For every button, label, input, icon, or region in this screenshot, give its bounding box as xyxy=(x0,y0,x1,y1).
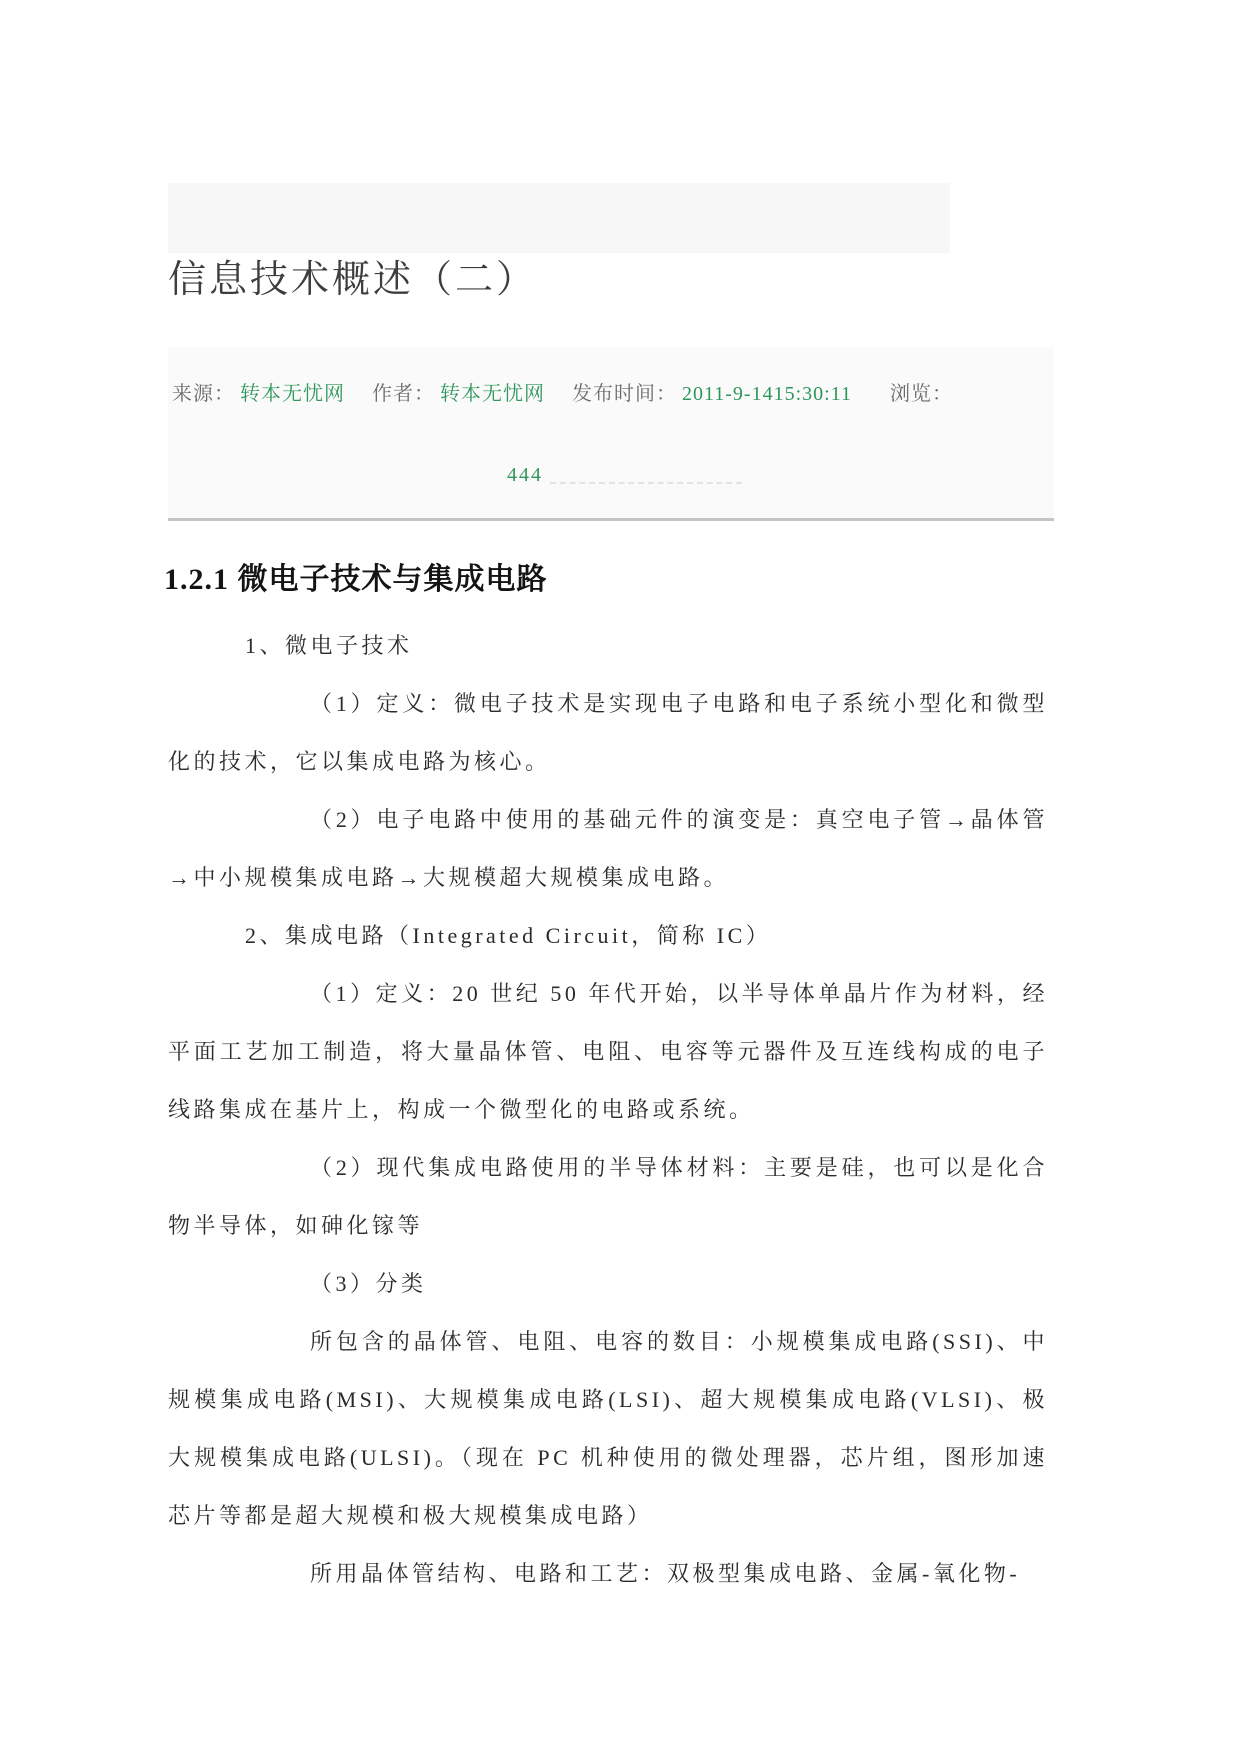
publish-time-value: 2011-9-1415:30:11 xyxy=(682,383,852,405)
source-label: 来源： xyxy=(172,383,235,405)
paragraph: （1）定义：微电子技术是实现电子电路和电子系统小型化和微型化的技术，它以集成电路为核心。 xyxy=(168,691,1048,774)
author-label: 作者： xyxy=(372,383,435,405)
article-body xyxy=(168,617,1048,1603)
header-band xyxy=(168,183,950,253)
section-heading: 1.2.1 微电子技术与集成电路 xyxy=(164,563,548,596)
meta-panel xyxy=(168,347,1054,521)
dashed-divider xyxy=(550,482,742,484)
paragraph: 1、微电子技术 xyxy=(245,633,413,658)
views-count: 444 xyxy=(507,464,543,486)
paragraph: 2、集成电路（Integrated Circuit，简称 IC） xyxy=(245,923,772,948)
views-label: 浏览： xyxy=(889,383,953,405)
publish-time-label: 发布时间： xyxy=(572,383,677,405)
meta-row xyxy=(172,377,953,406)
paragraph: （1）定义：20 世纪 50 年代开始，以半导体单晶片作为材料，经平面工艺加工制造，将大量晶体管、电阻、电容等元器件及互连线构成的电子线路集成在基片上，构成一个微型化的电路或系统。 xyxy=(168,981,1048,1122)
paragraph: 所包含的晶体管、电阻、电容的数目：小规模集成电路(SSI)、中规模集成电路(MSI)、大规模集成电路(LSI)、超大规模集成电路(VLSI)、极大规模集成电路(ULSI)。（现在 PC 机种使用的微处理器，芯片组，图形加速芯片等都是超大规模和极大规模集成电路） xyxy=(168,1329,1048,1528)
page-title: 信息技术概述（二） xyxy=(168,259,538,301)
author-link[interactable]: 转本无忧网 xyxy=(440,383,545,405)
paragraph: （2）电子电路中使用的基础元件的演变是：真空电子管→晶体管→中小规模集成电路→大规模超大规模集成电路。 xyxy=(168,807,1048,890)
paragraph: （2）现代集成电路使用的半导体材料：主要是硅，也可以是化合物半导体，如砷化镓等 xyxy=(168,1155,1048,1238)
source-link[interactable]: 转本无忧网 xyxy=(240,383,345,405)
paragraph: （3）分类 xyxy=(310,1271,427,1296)
paragraph: 所用晶体管结构、电路和工艺：双极型集成电路、金属-氧化物- xyxy=(310,1561,1021,1586)
